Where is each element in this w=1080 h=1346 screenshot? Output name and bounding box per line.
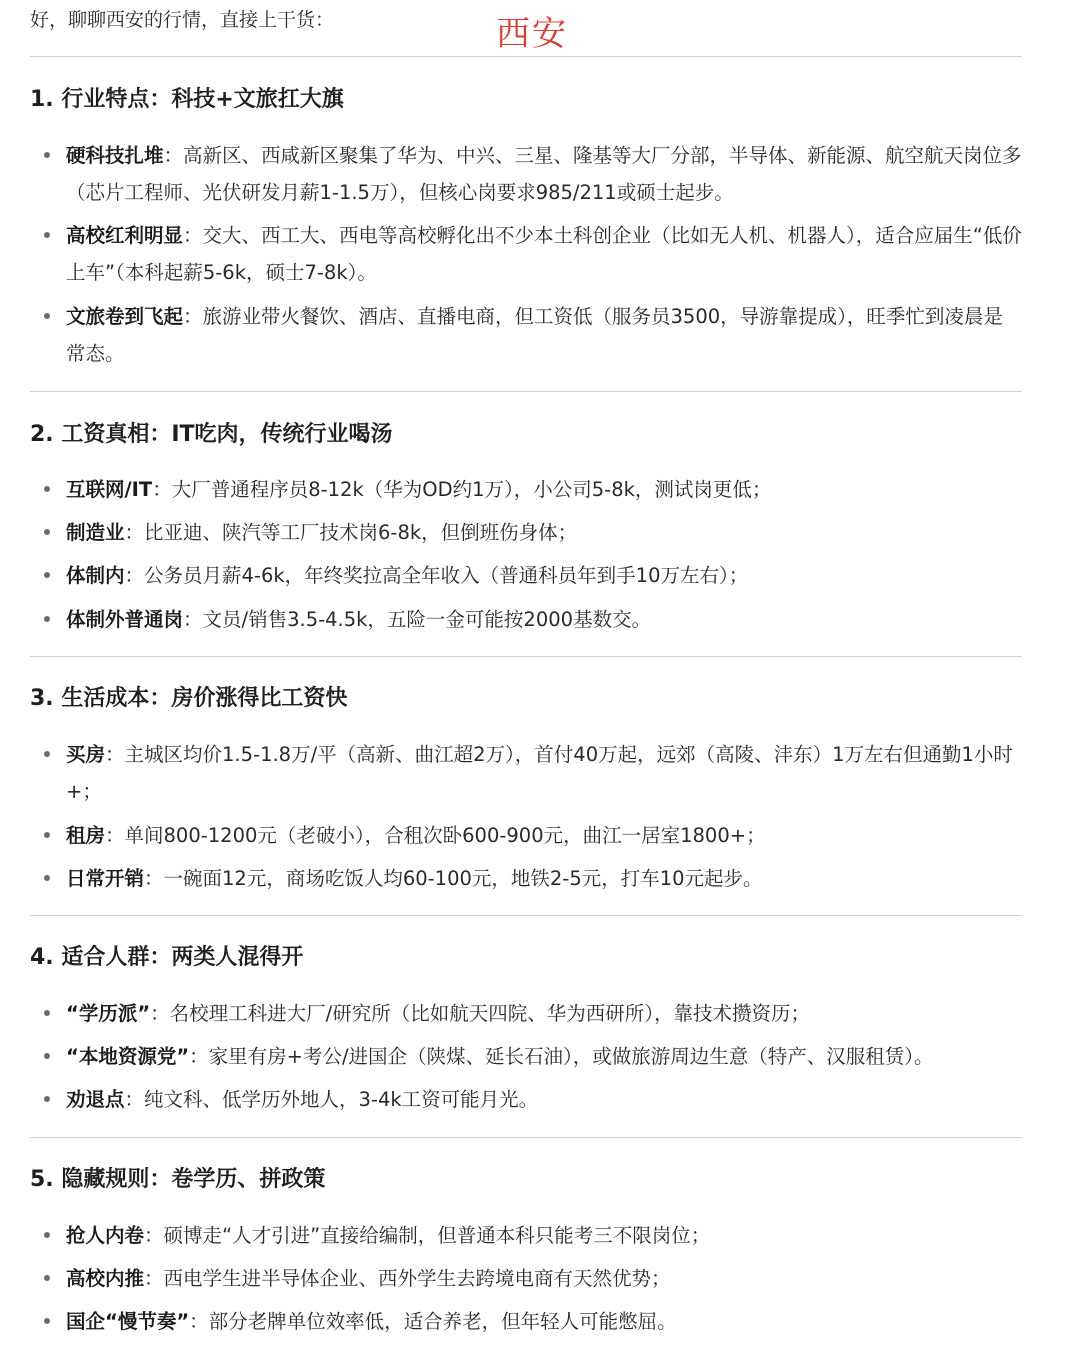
item-text: ：文员/销售3.5-4.5k，五险一金可能按2000基数交。: [183, 608, 652, 631]
item-text: ：高新区、西咸新区聚集了华为、中兴、三星、隆基等大厂分部，半导体、新能源、航空航天岗位多（芯片工程师、光伏研发月薪1-1.5万），但核心岗要求985/211或硕士起步。: [66, 144, 1022, 204]
item-label: 抢人内卷: [66, 1224, 145, 1247]
intro-text: 好，聊聊西安的行情，直接上干货：: [30, 9, 335, 31]
list-item: [44, 817, 1022, 854]
item-text: ：单间800-1200元（老破小），合租次卧600-900元，曲江一居室1800+；: [105, 824, 766, 847]
item-label: 高校内推: [66, 1267, 145, 1290]
bullet-dot-icon: [44, 572, 50, 578]
item-text: ：旅游业带火餐饮、酒店、直播电商，但工资低（服务员3500，导游靠提成），旺季忙到凌晨是常态。: [66, 305, 1003, 365]
bullet-dot-icon: [44, 832, 50, 838]
item-label: 文旅卷到飞起: [66, 305, 184, 328]
divider: [30, 915, 1022, 916]
divider: [30, 56, 1022, 57]
section-title: 5. 隐藏规则：卷学历、拼政策: [30, 1167, 326, 1192]
bullet-dot-icon: [44, 875, 50, 881]
list-item: [44, 298, 1022, 372]
list-item: [44, 995, 1022, 1032]
item-label: 互联网/IT: [66, 478, 153, 501]
item-text: ：名校理工科进大厂/研究所（比如航天四院、华为西研所），靠技术攒资历；: [150, 1002, 810, 1025]
item-label: 国企“慢节奏”: [66, 1310, 190, 1333]
list-item: [44, 1260, 1022, 1297]
item-text: ：部分老牌单位效率低，适合养老，但年轻人可能憋屈。: [189, 1310, 677, 1333]
list-item: [44, 217, 1022, 291]
divider: [30, 391, 1022, 392]
item-label: 租房: [66, 824, 106, 847]
city-stamp: 西安: [496, 14, 568, 54]
list-item: [44, 860, 1022, 897]
item-text: ：比亚迪、陕汽等工厂技术岗6-8k，但倒班伤身体；: [124, 521, 578, 544]
list-item: [44, 137, 1022, 211]
bullet-dot-icon: [44, 152, 50, 158]
section-title: 3. 生活成本：房价涨得比工资快: [30, 686, 348, 711]
list-item: [44, 1303, 1022, 1340]
section-title: 1. 行业特点：科技+文旅扛大旗: [30, 87, 344, 112]
item-label: 高校红利明显: [66, 224, 184, 247]
list-item: [44, 1038, 1022, 1075]
divider: [30, 1137, 1022, 1138]
section-title: 2. 工资真相：IT吃肉，传统行业喝汤: [30, 422, 393, 447]
bullet-dot-icon: [44, 1318, 50, 1324]
bullet-dot-icon: [44, 1096, 50, 1102]
bullet-dot-icon: [44, 751, 50, 757]
item-label: 体制内: [66, 564, 125, 587]
list-item: [44, 557, 1022, 594]
bullet-dot-icon: [44, 616, 50, 622]
bullet-dot-icon: [44, 1010, 50, 1016]
divider: [30, 656, 1022, 657]
bullet-dot-icon: [44, 1232, 50, 1238]
item-label: “学历派”: [66, 1002, 151, 1025]
item-label: “本地资源党”: [66, 1045, 190, 1068]
list-item: [44, 601, 1022, 638]
item-text: ：大厂普通程序员8-12k（华为OD约1万），小公司5-8k，测试岗更低；: [152, 478, 772, 501]
item-text: ：家里有房+考公/进国企（陕煤、延长石油），或做旅游周边生意（特产、汉服租赁）。: [189, 1045, 934, 1068]
section-title: 4. 适合人群：两类人混得开: [30, 945, 304, 970]
item-text: ：交大、西工大、西电等高校孵化出不少本土科创企业（比如无人机、机器人），适合应届生“低价上车”（本科起薪5-6k，硕士7-8k）。: [66, 224, 1022, 284]
item-text: ：主城区均价1.5-1.8万/平（高新、曲江超2万），首付40万起，远郊（高陵、沣东）1万左右但通勤1小时+；: [66, 743, 1013, 803]
bullet-dot-icon: [44, 529, 50, 535]
item-label: 硬科技扎堆: [66, 144, 164, 167]
item-text: ：纯文科、低学历外地人，3-4k工资可能月光。: [124, 1088, 539, 1111]
item-text: ：一碗面12元，商场吃饭人均60-100元，地铁2-5元，打车10元起步。: [144, 867, 763, 890]
item-text: ：公务员月薪4-6k，年终奖拉高全年收入（普通科员年到手10万左右）；: [124, 564, 749, 587]
item-text: ：硕博走“人才引进”直接给编制，但普通本科只能考三不限岗位；: [144, 1224, 711, 1247]
bullet-dot-icon: [44, 232, 50, 238]
list-item: [44, 514, 1022, 551]
item-label: 日常开销: [66, 867, 145, 890]
item-label: 体制外普通岗: [66, 608, 184, 631]
list-item: [44, 1081, 1022, 1118]
bullet-dot-icon: [44, 1053, 50, 1059]
item-text: ：西电学生进半导体企业、西外学生去跨境电商有天然优势；: [144, 1267, 671, 1290]
list-item: [44, 1217, 1022, 1254]
item-label: 制造业: [66, 521, 125, 544]
bullet-dot-icon: [44, 1275, 50, 1281]
bullet-dot-icon: [44, 486, 50, 492]
item-label: 买房: [66, 743, 106, 766]
list-item: [44, 471, 1022, 508]
list-item: [44, 736, 1022, 810]
item-label: 劝退点: [66, 1088, 125, 1111]
bullet-dot-icon: [44, 313, 50, 319]
